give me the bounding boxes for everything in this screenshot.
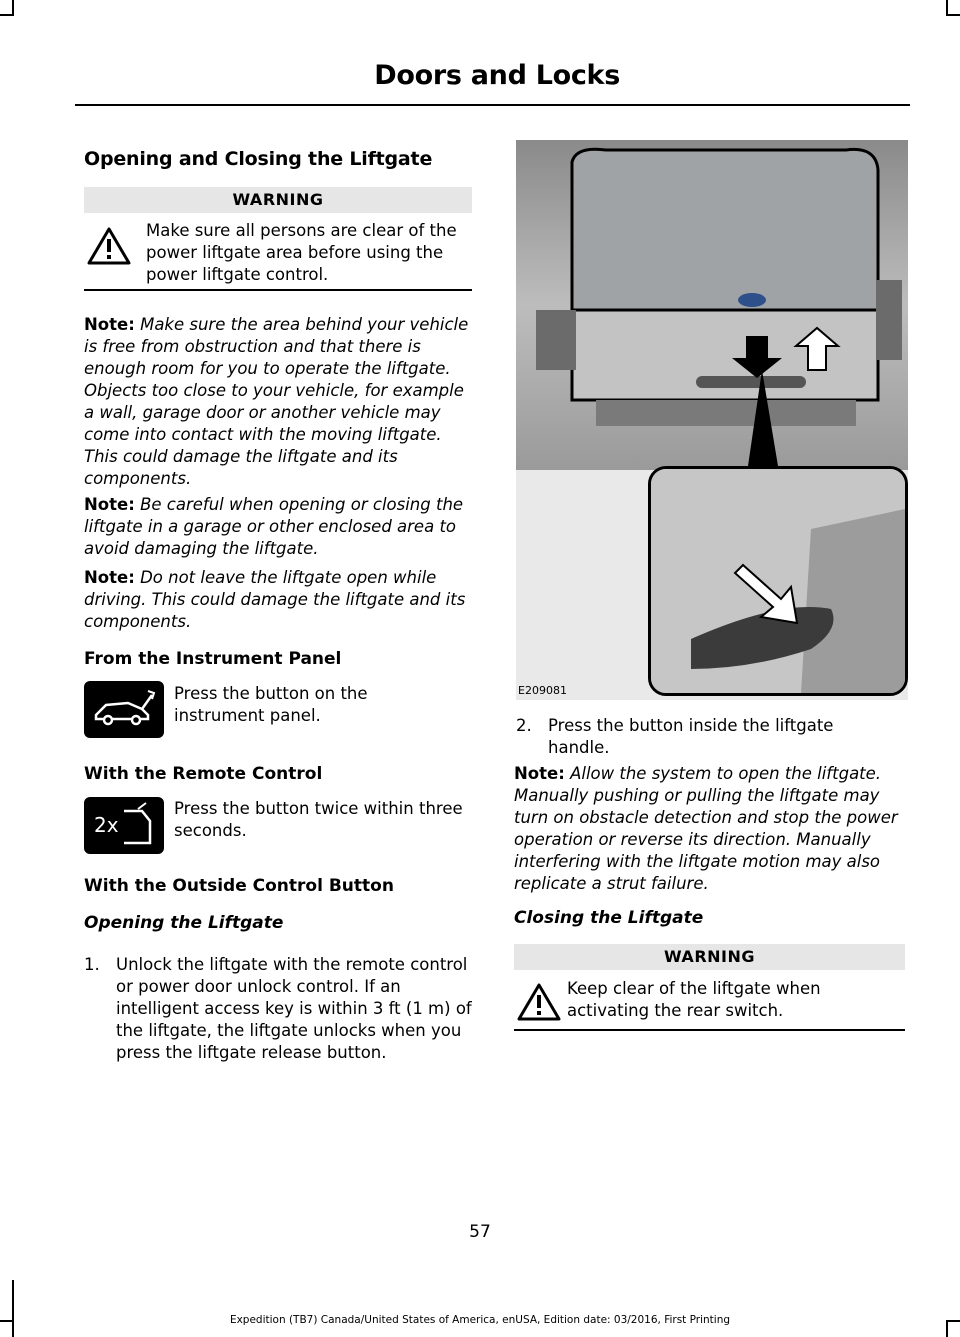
step-number: 2. [516,716,532,735]
note-paragraph [84,494,476,560]
note-text: Do not leave the liftgate open while driving. This could damage the liftgate and its components. [84,568,466,631]
remote-text: Press the button twice within three seconds. [174,799,463,840]
instrument-panel-text: Press the button on the instrument panel. [174,684,368,725]
note-text: Allow the system to open the liftgate. Manually pushing or pulling the liftgate may turn on obstacle detection and stop the power operation or reverse its direction. Manually interfering with the liftgate motion may also replicate a strut failure. [514,764,898,893]
note-label: Note: [84,315,135,334]
crop-mark [12,1280,14,1337]
step-text: Press the button inside the liftgate handle. [548,716,834,757]
section-title: Opening and Closing the Liftgate [84,148,433,170]
page-number: 57 [469,1222,491,1242]
liftgate-button-icon [84,681,164,738]
note-paragraph [84,314,476,490]
subsection-title: With the Outside Control Button [84,876,394,896]
edition-footer: Expedition (TB7) Canada/United States of America, enUSA, Edition date: 03/2016, First Printing [229,1314,731,1326]
note-paragraph [84,567,476,633]
step-number: 1. [84,955,100,974]
subsection-subtitle: Opening the Liftgate [84,913,284,933]
liftgate-handle-inset [648,466,908,696]
warning-divider [514,1029,905,1031]
crop-mark [0,14,14,16]
note-paragraph [514,763,910,895]
crop-mark [946,14,960,16]
figure-code: E209081 [518,684,567,697]
note-text: Make sure the area behind your vehicle is free from obstruction and that there is enough room for you to operate the liftgate. Objects too close to your vehicle, for example a wall, garage door or another vehicle may come into contact with the moving liftgate. This could damage the liftgate and its components. [84,315,469,488]
warning-banner: WARNING [84,187,472,213]
note-label: Note: [514,764,565,783]
warning-banner: WARNING [514,944,905,970]
warning-divider [84,289,472,291]
note-label: Note: [84,495,135,514]
subsection-title: With the Remote Control [84,764,323,784]
step-text: Unlock the liftgate with the remote control or power door unlock control. If an intelligent access key is within 3 ft (1 m) of the liftgate, the liftgate unlocks when you press the liftgate release button. [116,955,472,1062]
note-text: Be careful when opening or closing the liftgate in a garage or other enclosed area to avoid damaging the liftgate. [84,495,464,558]
remote-liftgate-icon [84,797,164,854]
header-divider [75,104,910,106]
subsection-title: From the Instrument Panel [84,649,342,669]
page-header-title: Doors and Locks [374,60,620,91]
subsection-subtitle: Closing the Liftgate [514,908,704,928]
liftgate-illustration [516,140,908,700]
warning-text: Keep clear of the liftgate when activating the rear switch. [567,979,821,1020]
warning-triangle-icon [516,982,562,1022]
note-label: Note: [84,568,135,587]
warning-text: Make sure all persons are clear of the power liftgate area before using the power liftgate control. [146,221,457,284]
remote-icon-label: 2x [94,813,119,837]
warning-triangle-icon [86,226,132,266]
